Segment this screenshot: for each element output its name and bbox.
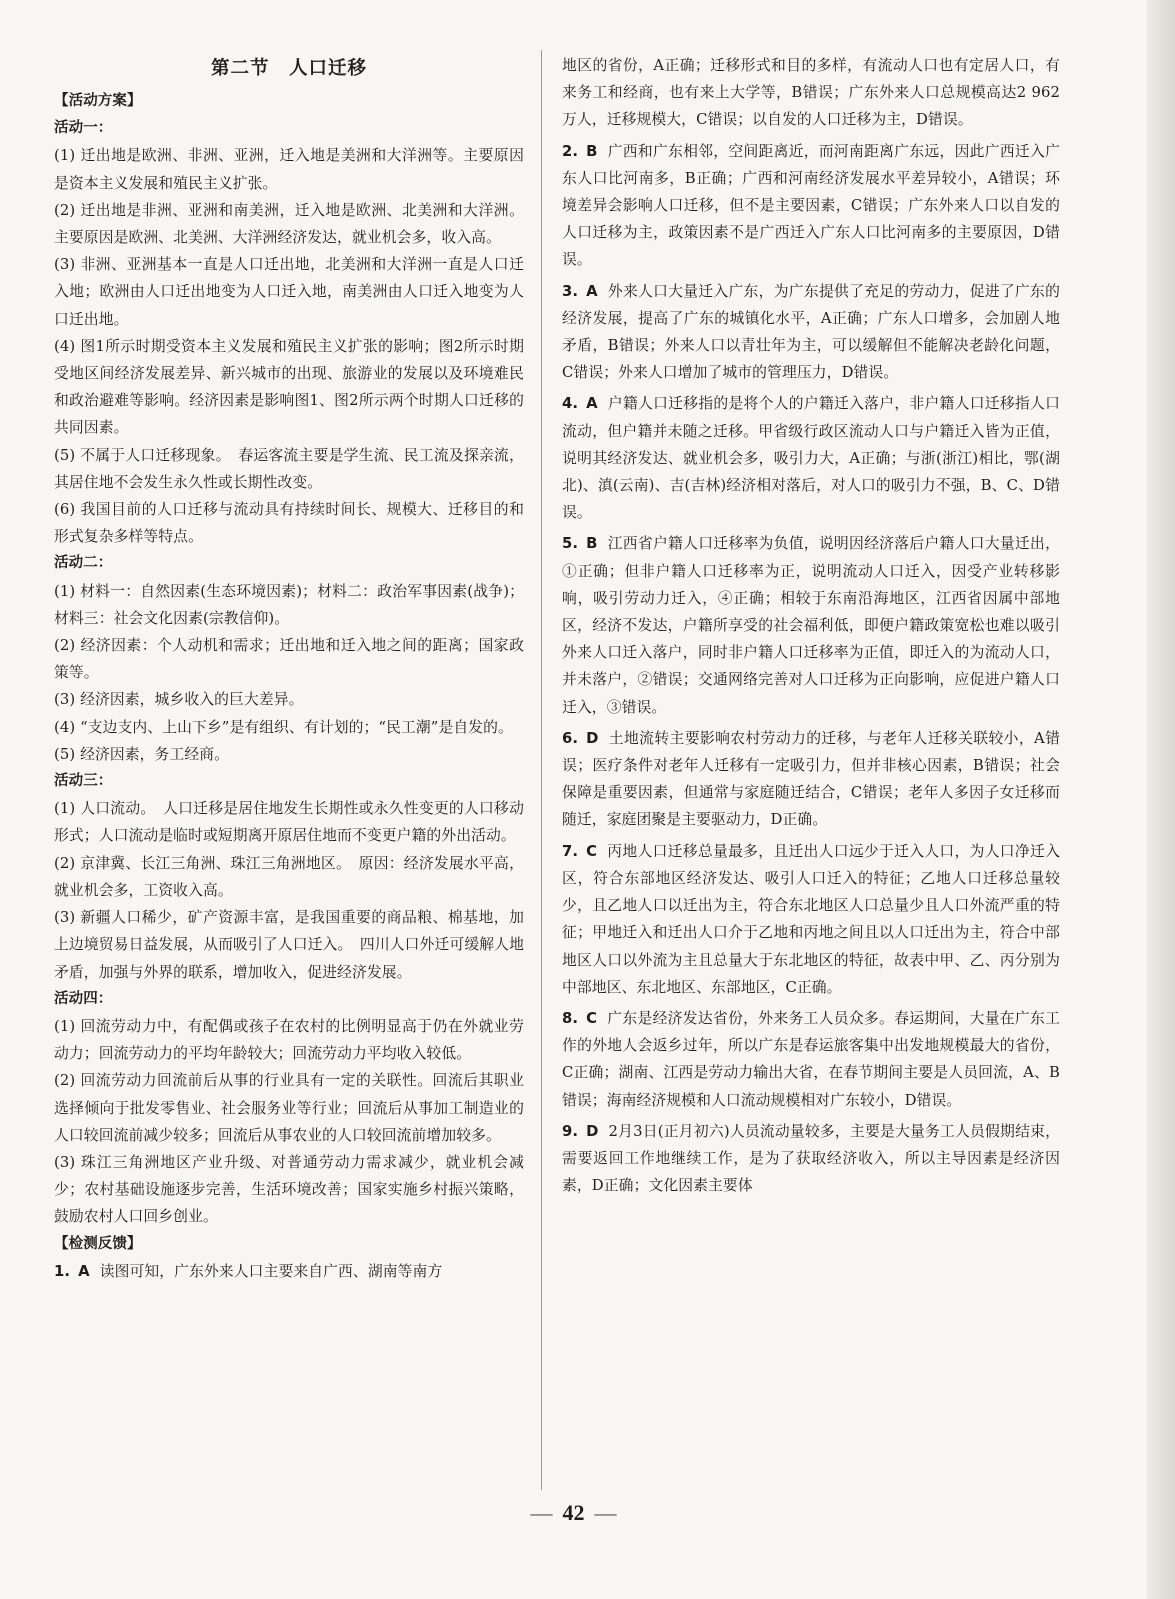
activity1-item-2: (2) 迁出地是非洲、亚洲和南美洲，迁入地是欧洲、北美洲和大洋洲。主要原因是欧洲、北美洲、大洋洲经济发达，就业机会多，收入高。 [54,201,524,247]
question-answer: B [586,535,598,553]
activity3-title: 活动三： [54,773,113,790]
question-5 [562,530,1060,720]
question-number: 8. [562,1009,579,1027]
question-text: 外来人口大量迁入广东，为广东提供了充足的劳动力，促进了广东的经济发展，提高了广东的城镇化水平，A正确；广东人口增多，会加剧人地矛盾，B错误；外来人口以青壮年为主，可以缓解但不能解决老龄化问题，C错误；外来人口增加了城市的管理压力，D错误。 [562,282,1060,382]
question-7 [562,838,1060,1001]
activity3-item-1: (1) 人口流动。 人口迁移是居住地发生长期性或永久性变更的人口移动形式；人口流动是临时或短期离开原居住地而不变更户籍的外出活动。 [54,800,524,845]
question-text: 2月3日(正月初六)人员流动量较多，主要是大量务工人员假期结束，需要返回工作地继续工作，是为了获取经济收入，所以主导因素是经济因素，D正确；文化因素主要体 [562,1122,1060,1195]
page-number-value: 42 [562,1500,585,1525]
question-number: 4. [562,395,579,413]
left-column [54,52,524,1285]
question-number: 5. [562,535,579,553]
question-number: 6. [562,729,579,747]
question-number: 1. [54,1262,71,1280]
activity1-item-5: (5) 不属于人口迁移现象。 春运客流主要是学生流、民工流及探亲流，其居住地不会发生永久性或长期性改变。 [54,446,524,491]
activity2-item-3: (3) 经济因素，城乡收入的巨大差异。 [54,691,304,709]
question-6 [562,725,1060,834]
question-1 [54,1258,524,1285]
activity3-item-2: (2) 京津冀、长江三角洲、珠江三角洲地区。 原因：经济发展水平高，就业机会多，工资收入高。 [54,854,524,899]
question-text: 户籍人口迁移指的是将个人的户籍迁入落户，非户籍人口迁移指人口流动，但户籍并未随之迁移。甲省级行政区流动人口与户籍迁入皆为正值，说明其经济发达、就业机会多，吸引力大，A正确；与浙(浙江)相比，鄂(湖北)、滇(云南)、吉(吉林)经济相对落后，对人口的吸引力不强，B、C、D错误。 [562,395,1060,522]
question-1-continued: 地区的省份，A正确；迁移形式和目的多样，有流动人口也有定居人口，有来务工和经商，也有来上大学等，B错误；广东外来人口总规模高达2 962万人，迁移规模大，C错误；以自发的人口迁移为主，D错误。 [562,57,1060,129]
activity1-item-1: (1) 迁出地是欧洲、非洲、亚洲，迁入地是美洲和大洋洲等。主要原因是资本主义发展和殖民主义扩张。 [54,147,524,192]
activity4-item-1: (1) 回流劳动力中，有配偶或孩子在农村的比例明显高于仍在外就业劳动力；回流劳动力的平均年龄较大；回流劳动力平均收入较低。 [54,1017,524,1063]
question-text: 丙地人口迁移总量最多，且迁出人口远少于迁入人口，为人口净迁入区，符合东部地区经济发达、吸引人口迁入的特征；乙地人口迁移总量较少，且乙地人口以迁出为主，符合东北地区人口总量少且人口外流严重的特征；甲地迁入和迁出人口介于乙地和丙地之间且以人口迁出为主，符合中部地区人口以外流为主且总量大于东北地区的特征，故表中甲、乙、丙分别为中部地区、东北地区、东部地区，C正确。 [562,842,1060,996]
question-answer: C [586,1009,598,1027]
plan-header: 【活动方案】 [54,93,142,109]
question-answer: D [586,729,599,747]
activity2-item-2: (2) 经济因素：个人动机和需求；迁出地和迁入地之间的距离；国家政策等。 [54,637,524,682]
activity2-item-4: (4) “支边支内、上山下乡”是有组织、有计划的；“民工潮”是自发的。 [54,718,513,736]
question-8 [562,1005,1060,1114]
column-divider [541,50,542,1490]
scan-edge [1147,0,1175,1599]
page-number-dash-right: — [594,1500,617,1525]
activity2-item-1: (1) 材料一：自然因素(生态环境因素)；材料二：政治军事因素(战争)；材料三：社会文化因素(宗教信仰)。 [54,582,524,627]
question-number: 3. [562,282,579,300]
page-number [0,1500,1147,1526]
question-text: 读图可知，广东外来人口主要来自广西、湖南等南方 [99,1262,443,1280]
question-answer: D [586,1122,599,1140]
question-9 [562,1118,1060,1200]
activity2-title: 活动二： [54,555,113,572]
question-number: 2. [562,142,579,160]
question-text: 江西省户籍人口迁移率为负值，说明因经济落后户籍人口大量迁出，①正确；但非户籍人口迁移率为正，说明流动人口迁入，因受产业转移影响，吸引劳动力迁入，④正确；相较于东南沿海地区，江西省因属中部地区，经济不发达，户籍所享受的社会福利低，即便户籍政策宽松也难以吸引外来人口迁入落户，同时非户籍人口迁移率为正值，即迁入的为流动人口，并未落户，②错误；交通网络完善对人口迁移为正向影响，应促进户籍人口迁入，③错误。 [562,535,1060,716]
question-text: 广西和广东相邻，空间距离近，而河南距离广东远，因此广西迁入广东人口比河南多，B正确；广西和河南经济发展水平差异较小，A错误；环境差异会影响人口迁移，但不是主要因素，C错误；广东外来人口以自发的人口迁移为主，政策因素不是广西迁入广东人口比河南多的主要原因，D错误。 [562,142,1060,269]
activity4-item-2: (2) 回流劳动力回流前后从事的行业具有一定的关联性。回流后其职业选择倾向于批发零售业、社会服务业等行业；回流后从事加工制造业的人口较回流前减少较多；回流后从事农业的人口较回流前增加较多。 [54,1072,524,1144]
question-answer: C [586,842,598,860]
question-answer: A [586,282,598,300]
question-4 [562,390,1060,526]
question-text: 广东是经济发达省份，外来务工人员众多。春运期间，大量在广东工作的外地人会返乡过年，所以广东是春运旅客集中出发地规模最大的省份，C正确；湖南、江西是劳动力输出大省，在春节期间主要是人员回流，A、B错误；海南经济规模和人口流动规模相对广东较小，D错误。 [562,1009,1060,1109]
feedback-header: 【检测反馈】 [54,1235,142,1252]
activity4-item-3: (3) 珠江三角洲地区产业升级、对普通劳动力需求减少，就业机会减少；农村基础设施逐步完善，生活环境改善；国家实施乡村振兴策略，鼓励农村人口回乡创业。 [54,1153,524,1226]
activity1-item-3: (3) 非洲、亚洲基本一直是人口迁出地，北美洲和大洋洲一直是人口迁入地；欧洲由人口迁出地变为人口迁入地，南美洲由人口迁入地变为人口迁出地。 [54,256,524,328]
activity1-title: 活动一： [54,120,113,137]
activity4-title: 活动四： [54,990,113,1007]
question-answer: A [78,1262,90,1280]
activity2-item-5: (5) 经济因素，务工经商。 [54,745,230,763]
activity1-item-6: (6) 我国目前的人口迁移与流动具有持续时间长、规模大、迁移目的和形式复杂多样等特点。 [54,501,524,546]
activity3-item-3: (3) 新疆人口稀少，矿产资源丰富，是我国重要的商品粮、棉基地，加上边境贸易日益发展，从而吸引了人口迁入。 四川人口外迁可缓解人地矛盾，加强与外界的联系，增加收入，促进经济发展。 [54,909,524,981]
question-number: 7. [562,842,579,860]
question-answer: A [586,395,598,413]
right-column [562,52,1060,1199]
page-title: 第二节 人口迁移 [210,58,367,79]
page-number-dash-left: — [530,1500,553,1525]
question-number: 9. [562,1122,579,1140]
activity1-item-4: (4) 图1所示时期受资本主义发展和殖民主义扩张的影响；图2所示时期受地区间经济发展差异、新兴城市的出现、旅游业的发展以及环境难民和政治避难等影响。经济因素是影响图1、图2所示两个时期人口迁移的共同因素。 [54,337,524,437]
question-text: 土地流转主要影响农村劳动力的迁移，与老年人迁移关联较小，A错误；医疗条件对老年人迁移有一定吸引力，但并非核心因素，B错误；社会保障是重要因素，但通常与家庭随迁结合，C错误；老年人多因子女迁移而随迁，家庭团聚是主要驱动力，D正确。 [562,729,1060,829]
question-3 [562,278,1060,387]
question-2 [562,138,1060,274]
question-answer: B [586,142,598,160]
